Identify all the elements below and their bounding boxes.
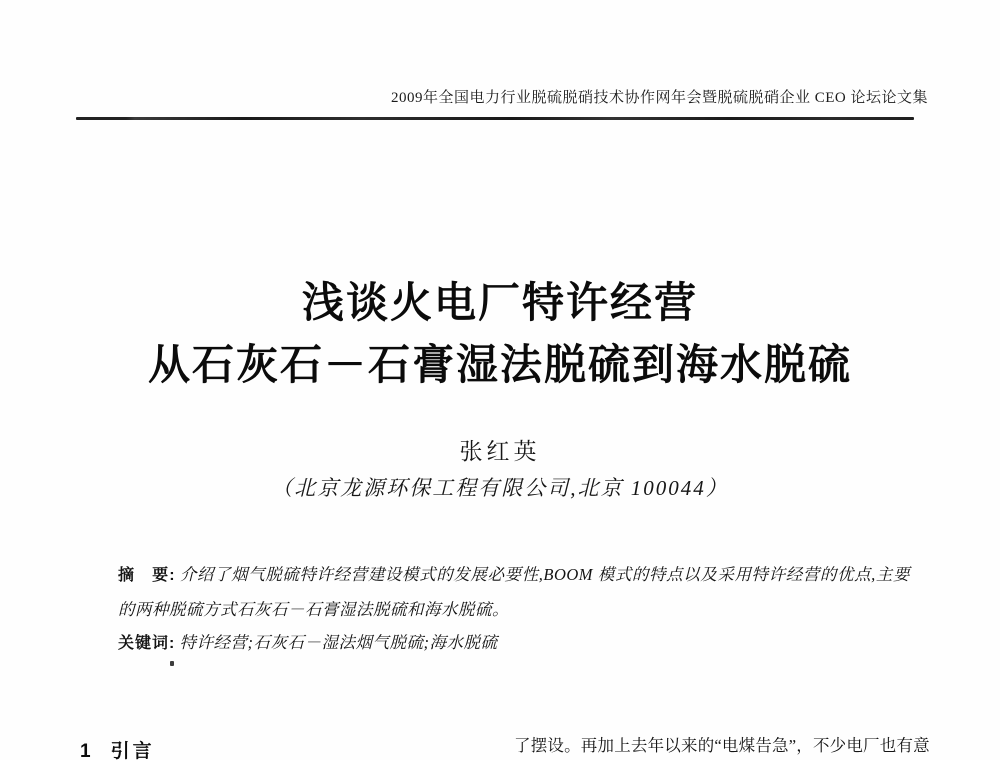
section-title: 引言 — [110, 741, 155, 760]
article-title — [0, 272, 1000, 396]
scan-artifact-speck — [170, 661, 174, 666]
keywords-label: 关键词: — [118, 635, 176, 652]
section-heading-introduction — [80, 736, 155, 760]
author-affiliation: （北京龙源环保工程有限公司,北京 100044） — [271, 476, 729, 500]
header-divider-rule — [76, 117, 914, 120]
abstract-paragraph — [118, 558, 910, 627]
keywords-text: 特许经营;石灰石－湿法烟气脱硫;海水脱硫 — [179, 633, 498, 652]
author-name: 张红英 — [459, 439, 541, 464]
body-right-column-text: 了摆设。再加上去年以来的“电煤告急”，不少电厂也有意 — [514, 736, 930, 755]
section-number: 1 — [80, 741, 91, 760]
proceedings-running-header: 2009年全国电力行业脱硫脱硝技术协作网年会暨脱硫脱硝企业 CEO 论坛论文集 — [390, 90, 928, 106]
abstract-label: 摘 要: — [118, 567, 176, 584]
article-title-line2: 从石灰石－石膏湿法脱硫到海水脱硫 — [147, 341, 852, 388]
keywords-line — [118, 626, 910, 661]
article-title-line1: 浅谈火电厂特许经营 — [301, 279, 698, 326]
abstract-text: 介绍了烟气脱硫特许经营建设模式的发展必要性,BOOM 模式的特点以及采用特许经营的优点,主要的两种脱硫方式石灰石－石膏湿法脱硫和海水脱硫。 — [118, 565, 910, 619]
